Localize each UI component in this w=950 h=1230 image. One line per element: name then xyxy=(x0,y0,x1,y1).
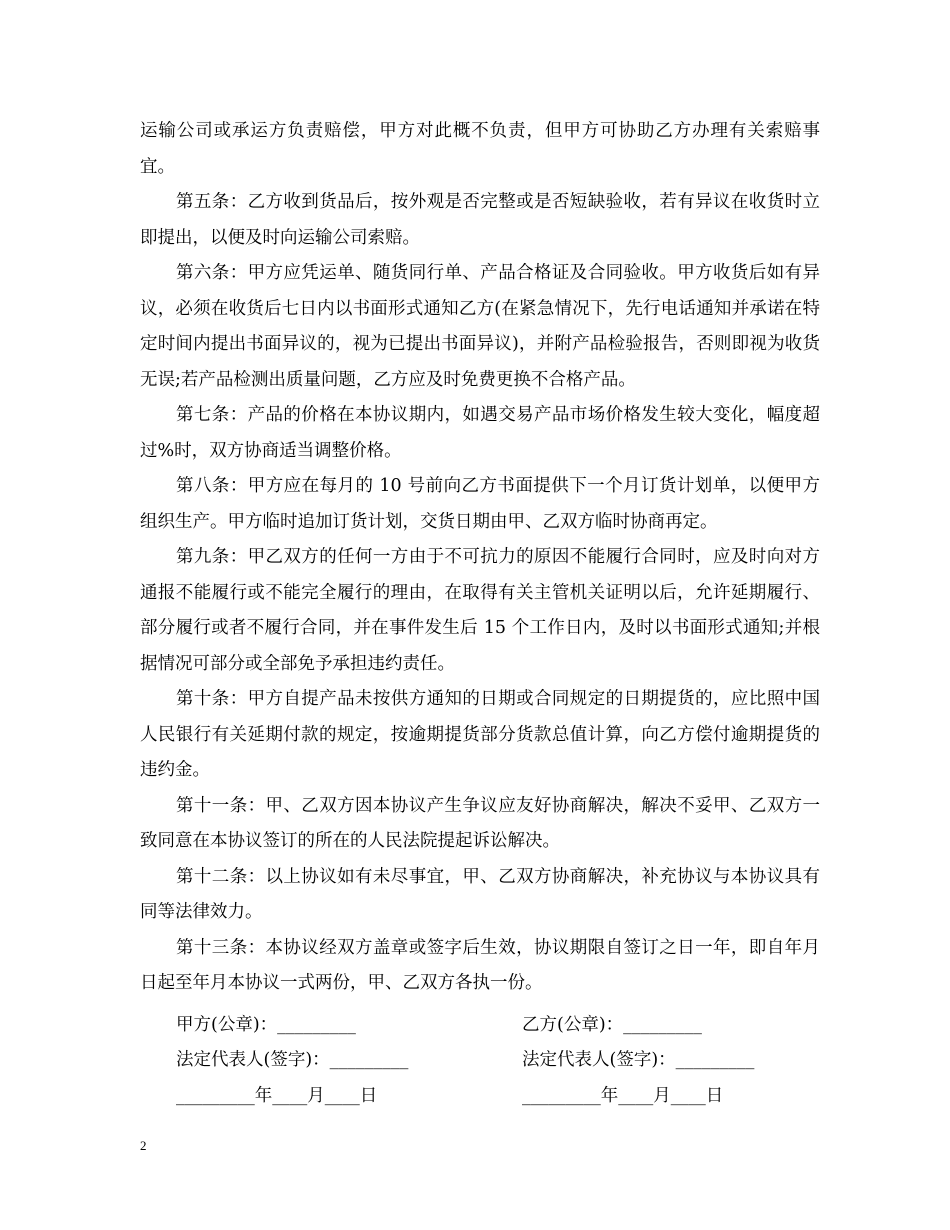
party-b-seal: 乙方(公章)：_________ xyxy=(522,1014,702,1035)
party-b-representative: 法定代表人(签字)：_________ xyxy=(522,1050,755,1070)
party-a-seal: 甲方(公章)：_________ xyxy=(176,1014,356,1035)
representative-row xyxy=(140,1043,820,1079)
article-6: 第六条：甲方应凭运单、随货同行单、产品合格证及合同验收。甲方收货后如有异议，必须在收货后七日内以书面形式通知乙方(在紧急情况下，先行电话通知并承诺在特定时间内提出书面异议的，视为已提出书面异议)，并附产品检验报告，否则即视为收货无误;若产品检测出质量问题，乙方应及时免费更换不合格产品。 xyxy=(140,263,820,390)
article-10: 第十条：甲方自提产品未按供方通知的日期或合同规定的日期提货的，应比照中国人民银行有关延期付款的规定，按逾期提货部分货款总值计算，向乙方偿付逾期提货的违约金。 xyxy=(140,689,820,780)
party-a-representative: 法定代表人(签字)：_________ xyxy=(176,1050,409,1070)
page-number: 2 xyxy=(140,1138,147,1153)
article-9: 第九条：甲乙双方的任何一方由于不可抗力的原因不能履行合同时，应及时向对方通报不能履行或不能完全履行的理由，在取得有关主管机关证明以后，允许延期履行、部分履行或者不履行合同，并在事件发生后 15 个工作日内，及时以书面形式通知;并根据情况可部分或全部免予承担违约责任。 xyxy=(140,547,820,674)
article-13: 第十三条：本协议经双方盖章或签字后生效，协议期限自签订之日一年，即自年月日起至年月本协议一式两份，甲、乙双方各执一份。 xyxy=(140,937,820,993)
article-11: 第十一条：甲、乙双方因本协议产生争议应友好协商解决，解决不妥甲、乙双方一致同意在本协议签订的所在的人民法院提起诉讼解决。 xyxy=(140,795,820,851)
signature-block xyxy=(140,1008,820,1115)
party-b-date: _________年____月____日 xyxy=(522,1085,724,1106)
paragraph-continuation: 运输公司或承运方负责赔偿，甲方对此概不负责，但甲方可协助乙方办理有关索赔事宜。 xyxy=(140,121,820,177)
seal-row xyxy=(140,1008,820,1044)
article-8: 第八条：甲方应在每月的 10 号前向乙方书面提供下一个月订货计划单，以便甲方组织生产。甲方临时追加订货计划，交货日期由甲、乙双方临时协商再定。 xyxy=(140,476,820,532)
party-a-date: _________年____月____日 xyxy=(176,1085,378,1106)
date-row xyxy=(140,1079,820,1115)
article-12: 第十二条：以上协议如有未尽事宜，甲、乙双方协商解决，补充协议与本协议具有同等法律效力。 xyxy=(140,866,820,922)
document-body xyxy=(140,114,820,1114)
article-7: 第七条：产品的价格在本协议期内，如遇交易产品市场价格发生较大变化，幅度超过%时，双方协商适当调整价格。 xyxy=(140,405,820,461)
article-5: 第五条：乙方收到货品后，按外观是否完整或是否短缺验收，若有异议在收货时立即提出，以便及时向运输公司索赔。 xyxy=(140,192,820,248)
